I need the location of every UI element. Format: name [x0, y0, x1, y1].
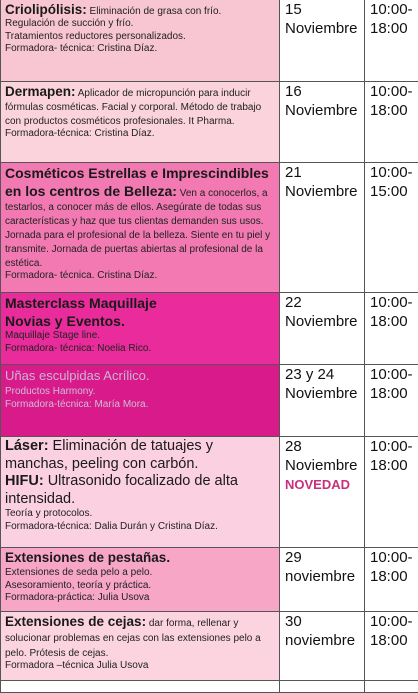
time-end: 18:00 [370, 20, 408, 37]
time-start: 10:00- [370, 164, 413, 181]
time-start: 10:00- [370, 613, 413, 630]
course-summary: Ultrasonido focalizado de alta intensidad. [5, 473, 238, 507]
course-trainer: Formadora- técnica: Noelia Rico. [5, 342, 152, 354]
course-description [1, 163, 280, 292]
date-day: 16 [285, 83, 302, 100]
time-start: 10:00- [370, 366, 413, 383]
course-summary: Ven a conocerlos, a testarlos, a conocer más de ellos. Asegúrate de todas sus características y haz que tus clientas demanden sus usos. Jornada para el profesional de la belleza. Siente en tu piel y transmite. Jornada de puertas abiertas al profesional de la estética. [5, 188, 271, 269]
course-description [1, 82, 280, 162]
course-trainer: Formadora-práctica: Julia Usova [5, 592, 150, 603]
date-day: 21 [285, 164, 302, 181]
novelty-badge: NOVEDAD [285, 477, 351, 492]
course-title: Extensiones de cejas: [5, 614, 147, 629]
course-title: Criolipólisis: [5, 2, 87, 17]
date-month: Noviembre [285, 313, 358, 330]
course-date [280, 612, 365, 680]
course-title: Uñas esculpidas Acrílico. [5, 368, 150, 383]
course-description [1, 612, 280, 680]
table-row [1, 437, 418, 548]
time-start: 10:00- [370, 294, 413, 311]
date-month: noviembre [285, 568, 356, 585]
course-detail: Productos Harmony. [5, 386, 96, 397]
course-summary: Aplicador de micropunción para inducir fórmulas cosméticas. Facial y corporal. Método de trabajo con productos cosméticos profesionales. It Pharma. [5, 88, 262, 127]
course-description [1, 293, 280, 364]
table-row [1, 681, 418, 693]
course-detail: Maquillaje Stage line. [5, 330, 101, 341]
course-title: Cosméticos Estrellas e Imprescindibles en los centros de Belleza: [5, 165, 269, 199]
empty-cell [280, 681, 365, 692]
course-title: Dermapen: [5, 84, 76, 99]
course-description [1, 365, 280, 436]
course-title: Extensiones de pestañas. [5, 550, 171, 565]
course-time [365, 612, 418, 680]
date-day: 30 [285, 613, 302, 630]
time-end: 18:00 [370, 457, 408, 474]
time-end: 18:00 [370, 632, 408, 649]
course-trainer: Formadora- técnica: Cristina Díaz. [5, 43, 158, 54]
course-summary: Eliminación de grasa con frío. [86, 6, 222, 17]
course-detail: Teoría y protocolos. [5, 508, 93, 519]
course-time [365, 82, 418, 162]
table-row [1, 163, 418, 293]
course-date [280, 0, 365, 81]
course-detail: Extensiones de seda pelo a pelo. [5, 567, 153, 578]
empty-cell [365, 681, 418, 692]
date-day: 15 [285, 1, 302, 18]
course-time [365, 293, 418, 364]
table-row [1, 82, 418, 163]
table-row [1, 293, 418, 365]
time-start: 10:00- [370, 1, 413, 18]
course-date [280, 163, 365, 292]
time-start: 10:00- [370, 438, 413, 455]
date-month: Noviembre [285, 102, 358, 119]
course-time [365, 0, 418, 81]
course-time [365, 163, 418, 292]
course-date [280, 437, 365, 547]
date-day: 22 [285, 294, 302, 311]
course-time [365, 365, 418, 436]
date-month: Noviembre [285, 457, 358, 474]
course-date [280, 548, 365, 611]
time-start: 10:00- [370, 83, 413, 100]
table-row [1, 0, 418, 82]
course-trainer: Formadora –técnica Julia Usova [5, 660, 149, 671]
date-month: Noviembre [285, 183, 358, 200]
course-title: HIFU: [5, 473, 44, 489]
course-description [1, 437, 280, 547]
course-detail: Tratamientos reductores personalizados. [5, 30, 186, 42]
time-end: 15:00 [370, 183, 408, 200]
date-month: noviembre [285, 632, 356, 649]
course-title: Novias y Eventos. [5, 313, 125, 329]
table-row [1, 365, 418, 437]
table-row [1, 612, 418, 681]
table-row [1, 548, 418, 612]
time-start: 10:00- [370, 549, 413, 566]
course-title: Masterclass Maquillaje [5, 295, 157, 311]
empty-cell [1, 681, 280, 692]
date-day: 23 y 24 [285, 366, 335, 383]
date-day: 29 [285, 549, 302, 566]
course-summary: Eliminación de tatuajes y manchas, peeling con carbón. [5, 438, 213, 472]
course-detail: Asesoramiento, teoría y práctica. [5, 579, 152, 591]
date-month: Noviembre [285, 385, 358, 402]
course-trainer: Formadora- técnica. Cristina Díaz. [5, 270, 158, 281]
course-summary: dar forma, rellenar y solucionar problemas en cejas con las extensiones pelo a pelo. Prótesis de cejas. [5, 618, 261, 659]
course-date [280, 293, 365, 364]
course-date [280, 365, 365, 436]
course-date [280, 82, 365, 162]
time-end: 18:00 [370, 313, 408, 330]
date-month: Noviembre [285, 20, 358, 37]
course-description [1, 548, 280, 611]
course-trainer: Formadora-técnica: Dalia Durán y Cristina Díaz. [5, 520, 218, 532]
course-trainer: Formadora-técnica: María Mora. [5, 398, 149, 410]
course-description [1, 0, 280, 81]
time-end: 18:00 [370, 568, 408, 585]
time-end: 18:00 [370, 102, 408, 119]
time-end: 18:00 [370, 385, 408, 402]
course-time [365, 437, 418, 547]
course-detail: Regulación de succión y frío. [5, 18, 134, 29]
course-title: Láser: [5, 438, 49, 454]
date-day: 28 [285, 438, 302, 455]
course-trainer: Formadora-técnica: Cristina Díaz. [5, 128, 155, 139]
course-time [365, 548, 418, 611]
